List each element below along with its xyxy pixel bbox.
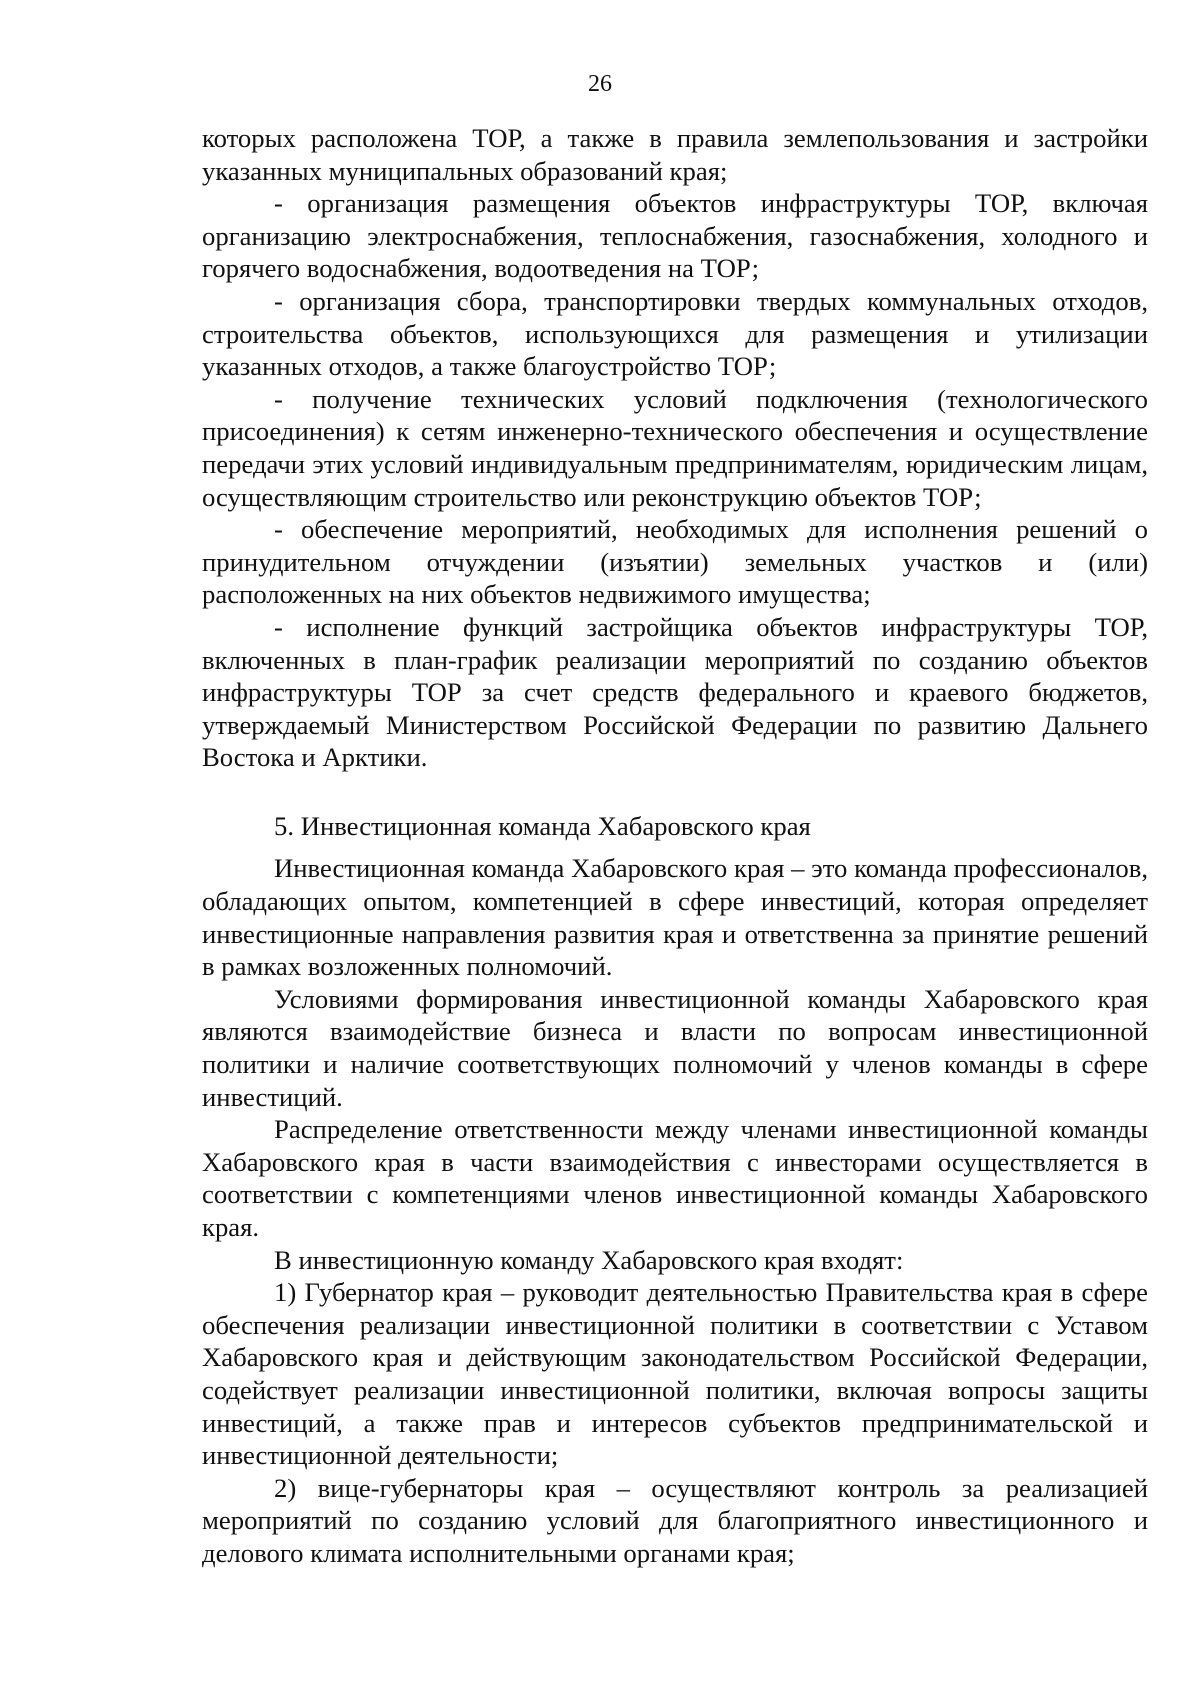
paragraph-numbered-item: 1) Губернатор края – руководит деятельностью Правительства края в сфере обеспечения реализации инвестиционной политики в соответствии с Уставом Хабаровского края и действующим законодательством Российской Федерации, содействует реализации инвестиционной политики, включая вопросы защиты инвестиций, а также прав и интересов субъектов предпринимательской и инвестиционной деятельности; xyxy=(202,1277,1148,1471)
paragraph-list-item: - получение технических условий подключения (технологического присоединения) к сетям инженерно-технического обеспечения и осуществление передачи этих условий индивидуальным предпринимателям, юридическим лицам, осуществляющим строительство или реконструкцию объектов ТОР; xyxy=(202,383,1148,512)
paragraph-continuation: которых расположена ТОР, а также в правила землепользования и застройки указанных муниципальных образований края; xyxy=(202,123,1148,186)
section-heading: 5. Инвестиционная команда Хабаровского края xyxy=(274,810,811,841)
paragraph: Условиями формирования инвестиционной команды Хабаровского края являются взаимодействие бизнеса и власти по вопросам инвестиционной политики и наличие соответствующих полномочий у членов команды в сфере инвестиций. xyxy=(202,983,1148,1112)
document-body xyxy=(202,122,1148,1570)
paragraph: В инвестиционную команду Хабаровского края входят: xyxy=(274,1244,904,1275)
paragraph-list-item: - организация размещения объектов инфраструктуры ТОР, включая организацию электроснабжения, теплоснабжения, газоснабжения, холодного и горячего водоснабжения, водоотведения на ТОР; xyxy=(202,188,1148,284)
paragraph-list-item: - исполнение функций застройщика объектов инфраструктуры ТОР, включенных в план-график реализации мероприятий по созданию объектов инфраструктуры ТОР за счет средств федерального и краевого бюджетов, утверждаемый Министерством Российской Федерации по развитию Дальнего Востока и Арктики. xyxy=(202,611,1148,773)
paragraph-list-item: - обеспечение мероприятий, необходимых для исполнения решений о принудительном отчуждении (изъятии) земельных участков и (или) расположенных на них объектов недвижимого имущества; xyxy=(202,514,1148,610)
paragraph: Инвестиционная команда Хабаровского края – это команда профессионалов, обладающих опытом, компетенцией в сфере инвестиций, которая определяет инвестиционные направления развития края и ответственна за принятие решений в рамках возложенных полномочий. xyxy=(202,853,1148,982)
page-number: 26 xyxy=(588,71,612,97)
paragraph: Распределение ответственности между членами инвестиционной команды Хабаровского края в части взаимодействия с инвесторами осуществляется в соответствии с компетенциями членов инвестиционной команды Хабаровского края. xyxy=(202,1114,1148,1242)
paragraph-numbered-item: 2) вице-губернаторы края – осуществляют контроль за реализацией мероприятий по созданию условий для благоприятного инвестиционного и делового климата исполнительными органами края; xyxy=(202,1472,1148,1568)
paragraph-list-item: - организация сбора, транспортировки твердых коммунальных отходов, строительства объектов, использующихся для размещения и утилизации указанных отходов, а также благоустройство ТОР; xyxy=(202,285,1148,382)
